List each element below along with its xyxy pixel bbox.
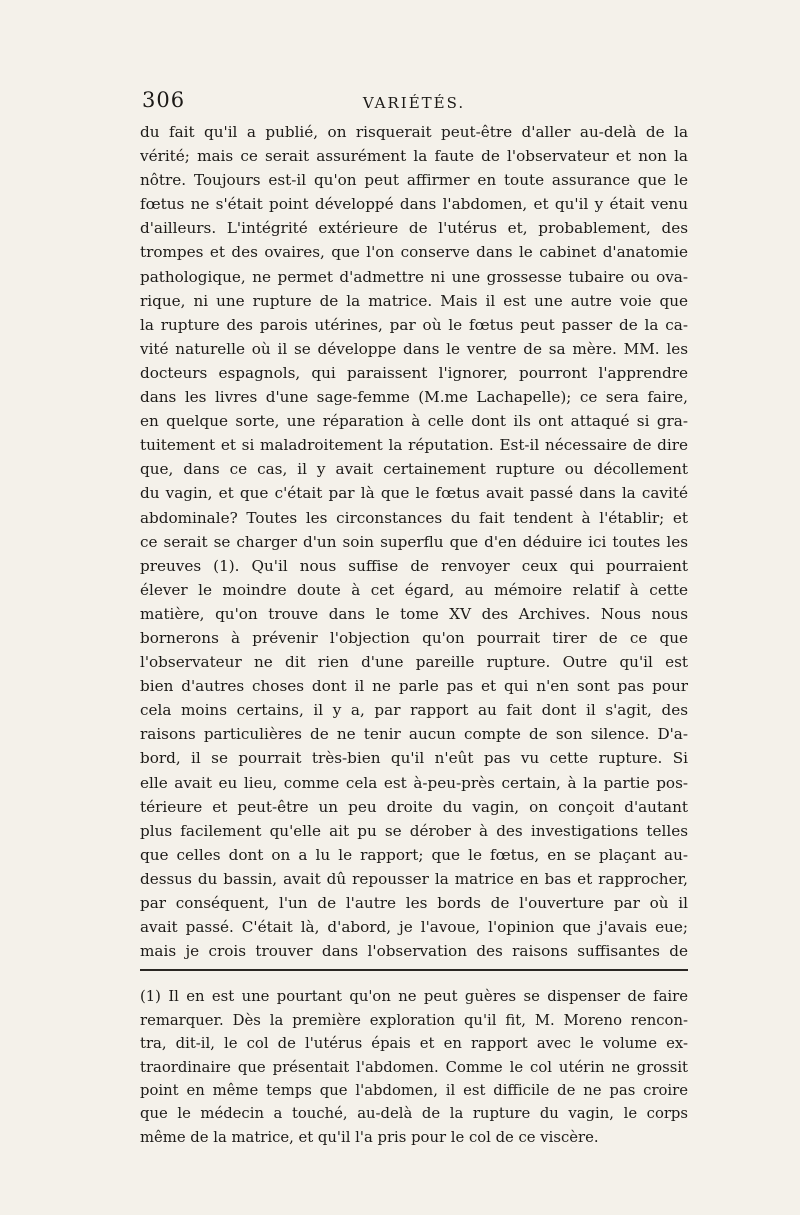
text-line: trompes et des ovaires, que l'on conserve dans le cabinet d'anatomie	[140, 243, 688, 262]
text-line: pathologique, ne permet d'admettre ni une grossesse tubaire ou ova-	[140, 267, 688, 286]
book-page	[140, 88, 688, 1146]
text-line: du fait qu'il a publié, on risquerait peut-être d'aller au-delà de la	[140, 123, 688, 141]
text-line: élever le moindre doute à cet égard, au mémoire relatif à cette	[140, 580, 688, 599]
text-line: matière, qu'on trouve dans le tome XV des Archives. Nous nous	[140, 604, 688, 623]
footnote-line: (1) Il en est une pourtant qu'on ne peut guères se dispenser de faire	[140, 988, 688, 1006]
page-header	[140, 88, 688, 120]
page-number: 306	[142, 88, 186, 112]
text-line: bien d'autres choses dont il ne parle pas et qui n'en sont pas pour	[140, 677, 688, 696]
text-line: cela moins certains, il y a, par rapport au fait dont il s'agit, des	[140, 701, 688, 720]
footnote-line: que le médecin a touché, au-delà de la rupture du vagin, le corps	[140, 1105, 688, 1123]
text-line: bord, il se pourrait très-bien qu'il n'eût pas vu cette rupture. Si	[140, 749, 688, 768]
footnote-line: remarquer. Dès la première exploration qu'il fit, M. Moreno rencon-	[140, 1011, 688, 1029]
text-line: d'ailleurs. L'intégrité extérieure de l'utérus et, probablement, des	[140, 219, 688, 238]
text-line: plus facilement qu'elle ait pu se dérober à des investigations telles	[140, 821, 688, 840]
footnotes	[140, 985, 688, 1149]
text-line: la rupture des parois utérines, par où le fœtus peut passer de la ca-	[140, 315, 688, 334]
footnote-line: point en même temps que l'abdomen, il est difficile de ne pas croire	[140, 1081, 688, 1099]
text-line: du vagin, et que c'était par là que le fœtus avait passé dans la cavité	[140, 484, 688, 503]
text-line: avait passé. C'était là, d'abord, je l'avoue, l'opinion que j'avais eue;	[140, 918, 688, 937]
text-line: que celles dont on a lu le rapport; que le fœtus, en se plaçant au-	[140, 845, 688, 864]
text-line: docteurs espagnols, qui paraissent l'ignorer, pourront l'apprendre	[140, 363, 688, 382]
text-line: nôtre. Toujours est-il qu'on peut affirmer en toute assurance que le	[140, 171, 688, 190]
footnote-rule	[140, 969, 688, 971]
text-line: bornerons à prévenir l'objection qu'on pourrait tirer de ce que	[140, 628, 688, 647]
text-line: dessus du bassin, avait dû repousser la matrice en bas et rapprocher,	[140, 869, 688, 888]
text-line: elle avait eu lieu, comme cela est à-peu-près certain, à la partie pos-	[140, 773, 688, 792]
text-line: ce serait se charger d'un soin superflu que d'en déduire ici toutes les	[140, 532, 688, 551]
text-line: dans les livres d'une sage-femme (M.me Lachapelle); ce sera faire,	[140, 388, 688, 407]
text-line: que, dans ce cas, il y avait certainement rupture ou décollement	[140, 460, 688, 479]
text-line: tuitement et si maladroitement la réputation. Est-il nécessaire de dire	[140, 436, 688, 455]
footnote-line: traordinaire que présentait l'abdomen. Comme le col utérin ne grossit	[140, 1058, 688, 1076]
running-head: VARIÉTÉS.	[362, 94, 466, 112]
footnote-line: tra, dit-il, le col de l'utérus épais et en rapport avec le volume ex-	[140, 1035, 688, 1053]
text-line: abdominale? Toutes les circonstances du fait tendent à l'établir; et	[140, 508, 688, 527]
footnote-line: même de la matrice, et qu'il l'a pris pour le col de ce viscère.	[140, 1128, 599, 1146]
text-line: térieure et peut-être un peu droite du vagin, on conçoit d'autant	[140, 797, 688, 816]
body-text	[140, 120, 688, 963]
text-line: vité naturelle où il se développe dans le ventre de sa mère. MM. les	[140, 339, 688, 358]
text-line: en quelque sorte, une réparation à celle dont ils ont attaqué si gra-	[140, 412, 688, 431]
text-line: rique, ni une rupture de la matrice. Mais il est une autre voie que	[140, 291, 688, 310]
text-line: raisons particulières de ne tenir aucun compte de son silence. D'a-	[140, 725, 688, 744]
text-line: l'observateur ne dit rien d'une pareille rupture. Outre qu'il est	[140, 653, 688, 672]
text-line: fœtus ne s'était point développé dans l'abdomen, et qu'il y était venu	[140, 195, 688, 214]
text-line: vérité; mais ce serait assurément la faute de l'observateur et non la	[140, 147, 688, 166]
text-line: preuves (1). Qu'il nous suffise de renvoyer ceux qui pourraient	[140, 556, 688, 575]
text-line: par conséquent, l'un de l'autre les bords de l'ouverture par où il	[140, 894, 688, 912]
text-line: mais je crois trouver dans l'observation des raisons suffisantes de	[140, 942, 688, 961]
